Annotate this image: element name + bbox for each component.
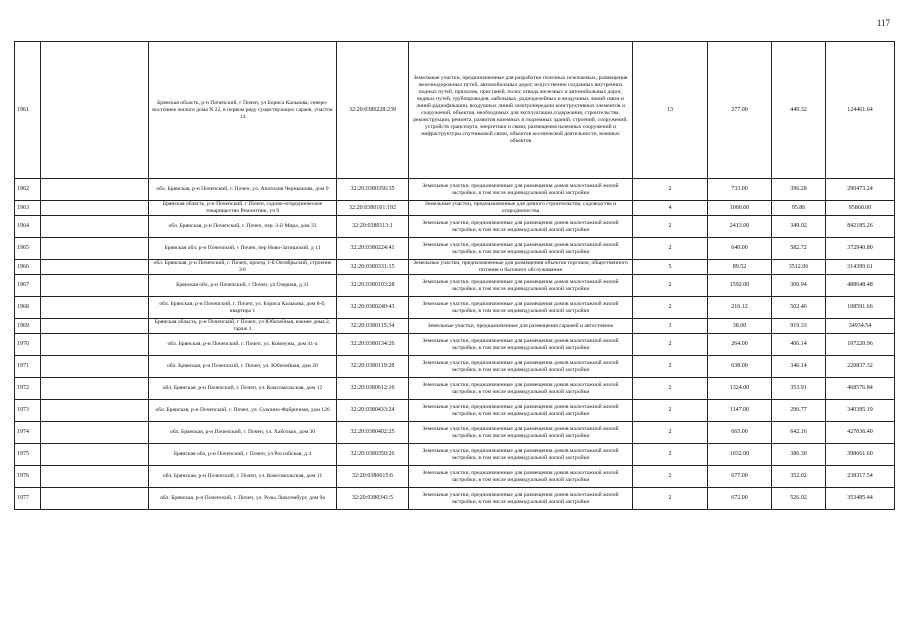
table-row (15, 319, 895, 334)
cell-address: обл. Брянская, р-н Почепский, г. Почеп, ул. Комсомольская, дом 12 (149, 378, 337, 400)
cell-permitted-use: Земельные участки, предназначенные для размещения домов малоэтажной жилой застройки, в том числе индивидуальной жилой застройки (409, 444, 633, 466)
cell-empty (41, 260, 149, 275)
cell-empty (41, 334, 149, 356)
cell-row-number: 1970 (15, 334, 41, 356)
cell-empty (41, 297, 149, 319)
cell-row-number: 1976 (15, 466, 41, 488)
registry-body (15, 42, 895, 510)
cell-cadastral-number: 32:20:0380615:6 (337, 466, 409, 488)
cell-specific-value: 353.91 (772, 378, 826, 400)
cell-cadastral-value: 124461.64 (826, 42, 895, 179)
cell-empty (41, 488, 149, 510)
cell-area: 638.00 (708, 356, 772, 378)
cell-empty (41, 466, 149, 488)
table-row (15, 42, 895, 179)
table-row (15, 260, 895, 275)
cell-empty (41, 216, 149, 238)
cell-empty (41, 238, 149, 260)
cell-use-group: 2 (633, 378, 708, 400)
cell-use-group: 13 (633, 42, 708, 179)
cell-use-group: 2 (633, 297, 708, 319)
cell-cadastral-number: 32:20:0380228:239 (337, 42, 409, 179)
cell-cadastral-number: 32:20:0380115:34 (337, 319, 409, 334)
cell-cadastral-value: 34934.54 (826, 319, 895, 334)
cell-empty (41, 319, 149, 334)
cell-cadastral-number: 32:20:0380350:26 (337, 444, 409, 466)
cell-cadastral-number: 32:20:0380119:28 (337, 356, 409, 378)
cell-permitted-use: Земельные участки, предназначенные для размещения домов малоэтажной жилой застройки, в том числе индивидуальной жилой застройки (409, 216, 633, 238)
cell-row-number: 1972 (15, 378, 41, 400)
cell-empty (41, 356, 149, 378)
cell-use-group: 2 (633, 216, 708, 238)
cell-address: Брянская обл, р-н Почепский, г Почеп, ул Российская, д 4 (149, 444, 337, 466)
table-row (15, 400, 895, 422)
cell-area: 264.00 (708, 334, 772, 356)
cell-area: 1147.00 (708, 400, 772, 422)
cell-area: 1000.00 (708, 201, 772, 216)
cell-row-number: 1967 (15, 275, 41, 297)
cell-cadastral-value: 314399.61 (826, 260, 895, 275)
cell-permitted-use: Земельные участки, предназначенные для размещения домов малоэтажной жилой застройки, в том числе индивидуальной жилой застройки (409, 378, 633, 400)
cell-cadastral-value: 107220.96 (826, 334, 895, 356)
cell-cadastral-number: 32:20:0380101:192 (337, 201, 409, 216)
cell-specific-value: 296.77 (772, 400, 826, 422)
cell-row-number: 1962 (15, 179, 41, 201)
cell-specific-value: 502.46 (772, 297, 826, 319)
cell-cadastral-value: 372940.80 (826, 238, 895, 260)
cell-row-number: 1964 (15, 216, 41, 238)
cell-permitted-use: Земельные участки, предназначенные для разработки полезных ископаемых, размещения железнодорожных путей, автомобильных дорог, искусственно созданных внутренних водных путей, причалов, пристаней, полос отвода железных и автомобильных дорог, водных путей, трубопроводов, кабельных, радиорелейных и воздушных линий связи и линий радиофикации, воздушных линий электропередачи конструктивных элементов и сооружений, объектов, необходимых для эксплуатации,содержания, строительства, реконструкции, ремонта, развития наземных и подземных зданий, строений, сооружений, устройств транспорта, энергетики и связи; размещения наземных сооружений и инфраструктуры спутниковой связи, объектов космической деятельности, военных объектов (409, 42, 633, 179)
cell-row-number: 1961 (15, 42, 41, 179)
cell-address: обл. Брянская, р-н Почепский, г. Почеп, ул. Анатолия Чернышова, дом 9 (149, 179, 337, 201)
cell-address: обл. Брянская, р-н Почепский, г. Почеп, проезд 1-й Октябрьский, строение 3/6 (149, 260, 337, 275)
cell-address: обл. Брянская, р-н Почепский, г. Почеп, ул. Юбилейная, дом 20 (149, 356, 337, 378)
table-row (15, 466, 895, 488)
cell-cadastral-value: 353485.44 (826, 488, 895, 510)
cell-cadastral-number: 32:20:0380103:28 (337, 275, 409, 297)
cell-empty (41, 42, 149, 179)
cell-cadastral-value: 290473.24 (826, 179, 895, 201)
cell-area: 38.00 (708, 319, 772, 334)
table-row (15, 422, 895, 444)
table-row (15, 297, 895, 319)
cell-cadastral-number: 32:20:0380224:41 (337, 238, 409, 260)
table-row (15, 334, 895, 356)
cell-cadastral-value: 427036.40 (826, 422, 895, 444)
cell-area: 733.00 (708, 179, 772, 201)
cell-permitted-use: Земельные участки, предназначенные для дачного строительства, садоводства и огородничества (409, 201, 633, 216)
cell-address: Брянская область, р-н Почепский, г Почеп, ул Бориса Калькова, северо-восточнее жилого дома N 22, в первом ряду существующих сараев, участок 14 (149, 42, 337, 179)
cell-row-number: 1969 (15, 319, 41, 334)
cell-address: обл. Брянская, р-н Почепский, г. Почеп, ул. Хаботько, дом 30 (149, 422, 337, 444)
cell-address: обл. Брянская, р-н Почепский, г. Почеп, пер. 3-й Мира, дом 33 (149, 216, 337, 238)
table-row (15, 238, 895, 260)
cell-row-number: 1975 (15, 444, 41, 466)
cell-use-group: 2 (633, 334, 708, 356)
cell-empty (41, 400, 149, 422)
cell-use-group: 3 (633, 319, 708, 334)
cell-area: 2413.00 (708, 216, 772, 238)
cell-row-number: 1974 (15, 422, 41, 444)
cell-cadastral-number: 32:20:0380113:1 (337, 216, 409, 238)
page-number: 117 (876, 18, 890, 28)
cell-use-group: 2 (633, 356, 708, 378)
cell-permitted-use: Земельные участки, предназначенные для размещения домов малоэтажной жилой застройки, в том числе индивидуальной жилой застройки (409, 466, 633, 488)
cell-row-number: 1963 (15, 201, 41, 216)
cell-row-number: 1965 (15, 238, 41, 260)
cell-use-group: 2 (633, 422, 708, 444)
cell-address: обл. Брянская, р-н Почепский, г. Почеп, ул. Комсомольская, дом 11 (149, 466, 337, 488)
cell-address: Брянская область, р-н Почепский, г Почеп, ул Юбилейная, южнее дома 2, гараж 1 (149, 319, 337, 334)
cell-cadastral-value: 842185.26 (826, 216, 895, 238)
cell-permitted-use: Земельные участки, предназначенные для размещения домов малоэтажной жилой застройки, в том числе индивидуальной жилой застройки (409, 275, 633, 297)
cell-row-number: 1971 (15, 356, 41, 378)
table-row (15, 488, 895, 510)
cell-use-group: 2 (633, 275, 708, 297)
cell-specific-value: 3512.06 (772, 260, 826, 275)
cell-area: 1324.00 (708, 378, 772, 400)
cell-empty (41, 201, 149, 216)
cell-address: Брянская область, р-н Почепский, г Почеп, садово-огородническое товарищество Ремонтник, уч 9 (149, 201, 337, 216)
table-row (15, 179, 895, 201)
cell-cadastral-number: 32:20:0380331:15 (337, 260, 409, 275)
cell-empty (41, 179, 149, 201)
cell-cadastral-number: 32:20:0380356:35 (337, 179, 409, 201)
cell-cadastral-value: 488648.48 (826, 275, 895, 297)
cell-empty (41, 275, 149, 297)
cell-specific-value: 449.32 (772, 42, 826, 179)
cell-use-group: 4 (633, 201, 708, 216)
cell-use-group: 2 (633, 400, 708, 422)
cell-permitted-use: Земельные участки, предназначенные для размещения домов малоэтажной жилой застройки, в том числе индивидуальной жилой застройки (409, 297, 633, 319)
table-row (15, 356, 895, 378)
cell-cadastral-number: 32:20:0380402:25 (337, 422, 409, 444)
cell-use-group: 2 (633, 179, 708, 201)
cell-cadastral-value: 95860.00 (826, 201, 895, 216)
cell-permitted-use: Земельные участки, предназначенные для размещения домов малоэтажной жилой застройки, в том числе индивидуальной жилой застройки (409, 334, 633, 356)
cell-row-number: 1968 (15, 297, 41, 319)
cell-empty (41, 378, 149, 400)
cell-specific-value: 406.14 (772, 334, 826, 356)
table-row (15, 378, 895, 400)
table-row (15, 201, 895, 216)
cell-cadastral-value: 238317.54 (826, 466, 895, 488)
cell-cadastral-number: 32:20:0380134:26 (337, 334, 409, 356)
cell-area: 672.00 (708, 488, 772, 510)
cell-address: Брянская обл, р-н Почепский, г Почеп, пер Ново-Затишский, д 11 (149, 238, 337, 260)
cell-address: обл. Брянская, р-н Почепский, г. Почеп, ул. Розы Люксембург, дом 9а (149, 488, 337, 510)
cell-area: 1032.00 (708, 444, 772, 466)
cell-specific-value: 352.02 (772, 466, 826, 488)
cell-specific-value: 642.16 (772, 422, 826, 444)
cell-specific-value: 582.72 (772, 238, 826, 260)
cell-row-number: 1966 (15, 260, 41, 275)
cell-cadastral-value: 340395.19 (826, 400, 895, 422)
cell-address: обл. Брянская, р-н Почепский, г. Почеп, ул. Коммуны, дом 41-а (149, 334, 337, 356)
cell-area: 277.00 (708, 42, 772, 179)
cell-specific-value: 95.86 (772, 201, 826, 216)
cell-cadastral-number: 32:20:0380240:43 (337, 297, 409, 319)
cell-specific-value: 919.33 (772, 319, 826, 334)
cell-row-number: 1977 (15, 488, 41, 510)
table-row (15, 444, 895, 466)
cell-address: обл. Брянская, р-н Почепский, г. Почеп, ул. Суконно-Фабричная, дом 126 (149, 400, 337, 422)
cell-area: 640.00 (708, 238, 772, 260)
cell-cadastral-value: 468576.84 (826, 378, 895, 400)
cell-specific-value: 386.30 (772, 444, 826, 466)
cell-permitted-use: Земельные участки, предназначенные для размещения домов малоэтажной жилой застройки, в том числе индивидуальной жилой застройки (409, 179, 633, 201)
cell-permitted-use: Земельные участки, предназначенные для размещения объектов торговли, общественного питания и бытового обслуживания (409, 260, 633, 275)
cell-use-group: 2 (633, 238, 708, 260)
cell-specific-value: 306.94 (772, 275, 826, 297)
cell-area: 216.12 (708, 297, 772, 319)
cell-area: 677.00 (708, 466, 772, 488)
table-row (15, 275, 895, 297)
cell-permitted-use: Земельные участки, предназначенные для размещения домов малоэтажной жилой застройки, в том числе индивидуальной жилой застройки (409, 422, 633, 444)
cell-permitted-use: Земельные участки, предназначенные для размещения домов малоэтажной жилой застройки, в том числе индивидуальной жилой застройки (409, 400, 633, 422)
cell-specific-value: 526.02 (772, 488, 826, 510)
cell-permitted-use: Земельные участки, предназначенные для размещения домов малоэтажной жилой застройки, в том числе индивидуальной жилой застройки (409, 238, 633, 260)
cell-use-group: 5 (633, 260, 708, 275)
cell-empty (41, 444, 149, 466)
cell-area: 665.00 (708, 422, 772, 444)
cell-specific-value: 349.02 (772, 216, 826, 238)
cell-use-group: 2 (633, 466, 708, 488)
cell-address: обл. Брянская, р-н Почепский, г. Почеп, ул. Бориса Калькова, дом 8-б, квартира 1 (149, 297, 337, 319)
cell-cadastral-number: 32:20:0380612:16 (337, 378, 409, 400)
cell-cadastral-value: 108591.66 (826, 297, 895, 319)
cell-specific-value: 346.14 (772, 356, 826, 378)
cell-cadastral-value: 220837.32 (826, 356, 895, 378)
cell-use-group: 2 (633, 488, 708, 510)
cell-area: 89.52 (708, 260, 772, 275)
cell-row-number: 1973 (15, 400, 41, 422)
cell-specific-value: 396.28 (772, 179, 826, 201)
cell-cadastral-number: 32:20:0380433:24 (337, 400, 409, 422)
cell-area: 1592.00 (708, 275, 772, 297)
land-registry-table (14, 41, 895, 510)
cell-permitted-use: Земельные участки, предназначенные для размещения домов малоэтажной жилой застройки, в том числе индивидуальной жилой застройки (409, 488, 633, 510)
cell-empty (41, 422, 149, 444)
cell-permitted-use: Земельные участки, предназначенные для размещения гаражей и автостоянок (409, 319, 633, 334)
cell-cadastral-number: 32:20:0380341:5 (337, 488, 409, 510)
cell-cadastral-value: 398661.60 (826, 444, 895, 466)
cell-use-group: 2 (633, 444, 708, 466)
cell-address: Брянская обл, р-н Почепский, г Почеп, ул Озерная, д 31 (149, 275, 337, 297)
cell-permitted-use: Земельные участки, предназначенные для размещения домов малоэтажной жилой застройки, в том числе индивидуальной жилой застройки (409, 356, 633, 378)
table-row (15, 216, 895, 238)
